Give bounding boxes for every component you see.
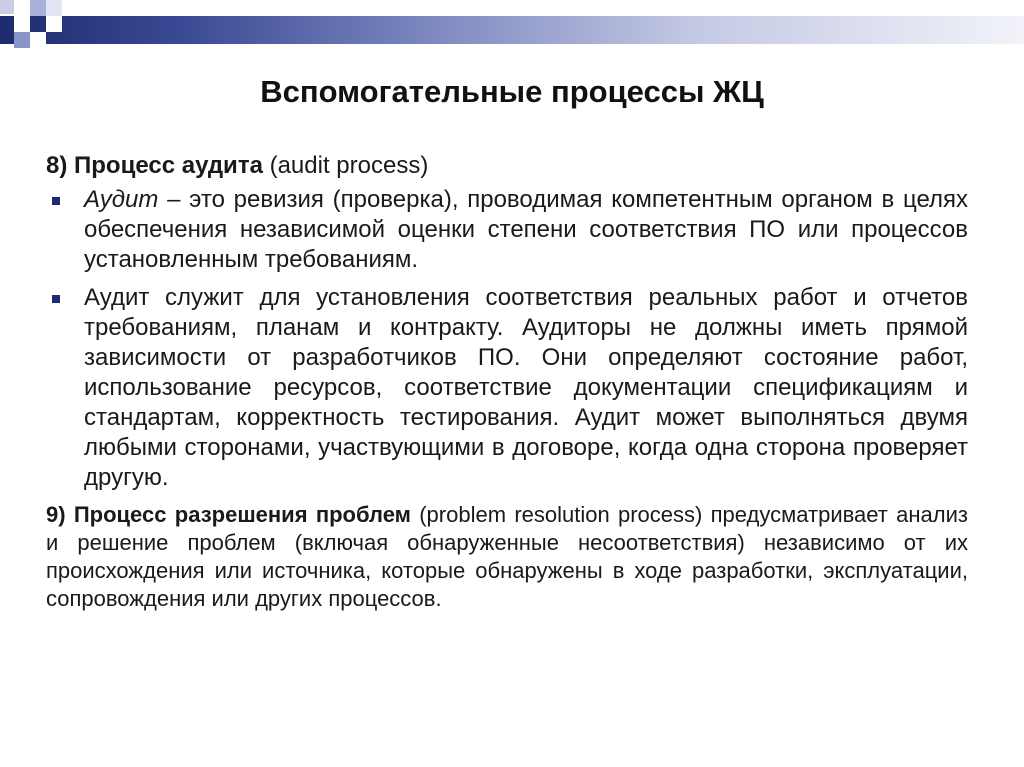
bullet-text: Аудит служит для установления соответствия реальных работ и отчетов требованиям, планам и контракту. Аудиторы не должны иметь прямой зависимости от разработчиков ПО. Они определяют состояние работ, использование ресурсов, соответствие документации спецификациям и стандартам, корректность тестирования. Аудит может выполняться двумя любыми сторонами, участвующими в договоре, когда одна сторона проверяет другую. [84,284,968,491]
decor-square [14,16,30,32]
section-9-paragraph [46,501,968,613]
slide-body [46,151,968,613]
decor-square [30,32,46,48]
square-bullet-icon [52,295,60,303]
section-8-heading [46,151,968,181]
header-gradient-band [0,16,1024,44]
bullet-item [46,283,968,493]
section-9-title: 9) Процесс разрешения проблем [46,502,411,527]
decor-square [46,0,62,16]
section-8-subtitle: (audit process) [262,152,429,179]
slide-title: Вспомогательные процессы ЖЦ [260,74,764,109]
decor-square [14,32,30,48]
square-bullet-icon [52,197,60,205]
decor-square [30,0,46,16]
decor-square [0,0,14,14]
bullet-item [46,185,968,275]
decor-square [46,16,62,32]
bullet-term: Аудит [84,186,159,213]
section-9-text: (problem resolution process) предусматривает анализ и решение проблем (включая обнаруженные несоответствия) независимо от их происхождения или источника, которые обнаружены в ходе разработки, эксплуатации, сопровождения или других процессов. [46,502,968,611]
section-8-title: 8) Процесс аудита [46,152,263,179]
bullet-text: – это ревизия (проверка), проводимая компетентным органом в целях обеспечения независимой оценки степени соответствия ПО или процессов установленным требованиям. [84,186,968,273]
